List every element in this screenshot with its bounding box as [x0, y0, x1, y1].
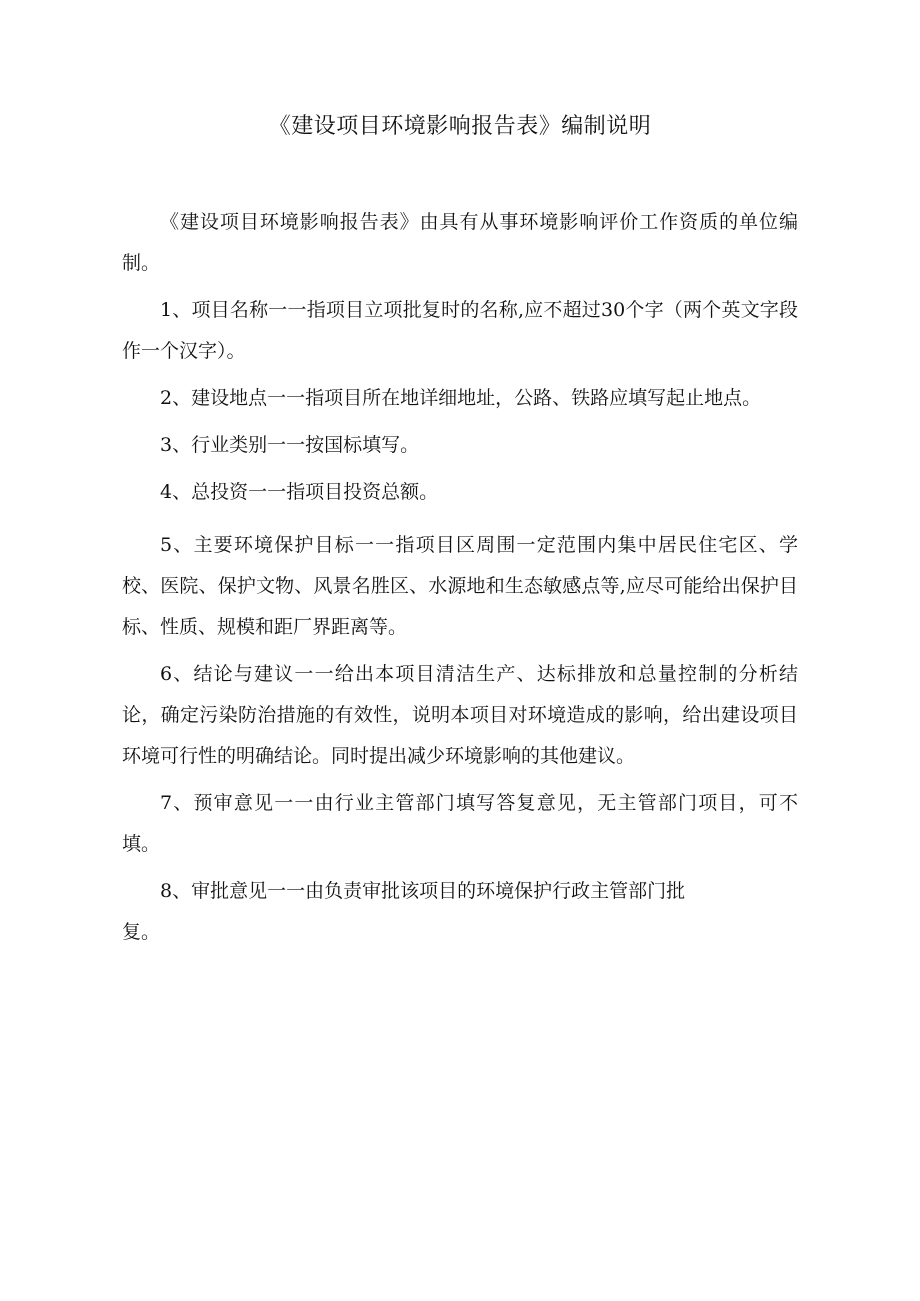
item-conclusions: 6、结论与建议一一给出本项目清洁生产、达标排放和总量控制的分析结论，确定污染防治措施的有效性，说明本项目对环境造成的影响，给出建设项目环境可行性的明确结论。同时提出减少环境影响的其他建议。 — [122, 663, 798, 767]
item-construction-site: 2、建设地点一一指项目所在地详细地址，公路、铁路应填写起止地点。 — [160, 387, 762, 409]
item-project-name: 1、项目名称一一指项目立项批复时的名称,应不超过30个字（两个英文字段作一个汉字）。 — [122, 299, 798, 362]
document-body — [122, 202, 798, 953]
item-protection-targets: 5、主要环境保护目标一一指项目区周围一定范围内集中居民住宅区、学校、医院、保护文物、风景名胜区、水源地和生态敏感点等,应尽可能给出保护目标、性质、规模和距厂界距离等。 — [122, 534, 798, 638]
item-approval-opinion — [122, 871, 798, 912]
item-approval-opinion-line2: 复。 — [122, 921, 161, 943]
item-total-investment: 4、总投资一一指项目投资总额。 — [160, 481, 439, 503]
item-preliminary-review: 7、预审意见一一由行业主管部门填写答复意见，无主管部门项目，可不填。 — [122, 792, 798, 855]
document-title: 《建设项目环境影响报告表》编制说明 — [268, 114, 652, 139]
item-industry-category: 3、行业类别一一按国标填写。 — [160, 434, 420, 456]
intro-paragraph: 《建设项目环境影响报告表》由具有从事环境影响评价工作资质的单位编制。 — [122, 211, 798, 274]
item-approval-opinion-line1: 8、审批意见一一由负责审批该项目的环境保护行政主管部门批 — [160, 880, 686, 902]
